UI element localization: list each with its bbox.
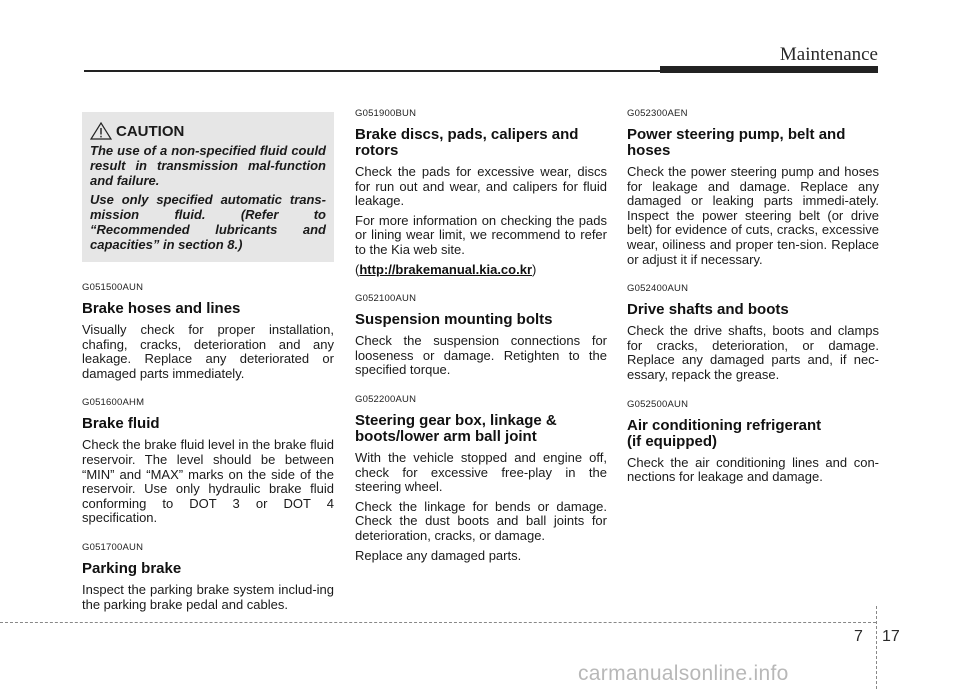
- brake-manual-link[interactable]: http://brakemanual.kia.co.kr: [359, 261, 533, 277]
- section-title: Brake fluid: [82, 415, 160, 433]
- caution-text: Use only specified automatic trans-mission fluid. (Refer to “Recommended lubricants and capacities” in section 8.): [90, 192, 326, 252]
- page-number: 17: [882, 628, 900, 645]
- section-title: Power steering pump, belt and hoses: [627, 126, 846, 159]
- section-code: G051600AHM: [82, 397, 145, 409]
- caution-title: CAUTION: [116, 122, 185, 140]
- section-title: Steering gear box, linkage & boots/lower arm ball joint: [355, 411, 557, 445]
- caution-header: [90, 122, 326, 140]
- section-suspension: [355, 293, 607, 378]
- section-body: For more information on checking the pads or lining wear limit, we recommend to refer to the Kia web site.: [355, 212, 607, 257]
- section-title: Suspension mounting bolts: [355, 311, 553, 329]
- section-drive-shafts: [627, 283, 879, 382]
- section-parking-brake: [82, 542, 334, 612]
- section-brake-discs: [355, 108, 607, 277]
- section-code: G052100AUN: [355, 293, 417, 305]
- link-line: [355, 263, 607, 278]
- section-brake-fluid: [82, 397, 334, 526]
- header-rule: [84, 70, 704, 72]
- section-title: Drive shafts and boots: [627, 301, 789, 319]
- section-code: G051700AUN: [82, 541, 144, 553]
- section-body: Visually check for proper installation, chafing, cracks, deterioration and any leakage. Replace any deteriorated or damaged parts immediately.: [82, 322, 334, 381]
- section-body: Check the air conditioning lines and con-nections for leakage and damage.: [627, 454, 879, 485]
- section-body: Check the drive shafts, boots and clamps for cracks, deterioration, or damage. Replace any damaged parts and, if nec-essary, repack the grease.: [627, 323, 879, 382]
- chapter-number: 7: [854, 628, 863, 645]
- caution-text: The use of a non-specified fluid could result in transmission mal-function and failure.: [90, 143, 326, 188]
- section-power-steering: [627, 108, 879, 267]
- section-body: Check the power steering pump and hoses for leakage and damage. Replace any damaged or leaking parts immedi-ately. Inspect the power steering belt (or drive belt) for evidence of cuts, cracks, excessive wear, oiliness and proper ten-sion. Replace or adjust it if necessary.: [627, 164, 879, 267]
- link-paren-open: (: [355, 261, 360, 277]
- section-steering-gear: [355, 394, 607, 563]
- section-title: Brake discs, pads, calipers and rotors: [355, 126, 579, 159]
- section-code: G052500AUN: [627, 398, 689, 410]
- section-body: Check the linkage for bends or damage. Check the dust boots and ball joints for deterioration, cracks, or damage.: [355, 498, 607, 543]
- section-body: Replace any damaged parts.: [355, 547, 522, 563]
- column-2: [355, 108, 607, 579]
- section-title-line: Air conditioning refrigerant: [627, 416, 822, 434]
- section-body: Check the suspension connections for looseness or damage. Retighten to the specified torque.: [355, 333, 607, 378]
- section-title: Parking brake: [82, 559, 182, 577]
- page-header-title: Maintenance: [779, 44, 878, 65]
- section-code: G052200AUN: [355, 393, 417, 405]
- section-body: Inspect the parking brake system includ-ing the parking brake pedal and cables.: [82, 581, 334, 612]
- section-body: With the vehicle stopped and engine off, check for excessive free-play in the steering wheel.: [355, 449, 607, 495]
- warning-triangle-icon: [90, 122, 112, 140]
- section-body: Check the pads for excessive wear, discs for run out and wear, and calipers for fluid leakage.: [355, 164, 607, 209]
- section-code: G052300AEN: [627, 108, 688, 119]
- section-title: [627, 418, 879, 450]
- caution-box: [82, 112, 334, 262]
- column-3: [627, 108, 879, 501]
- section-body: Check the brake fluid level in the brake fluid reservoir. The level should be between “MIN” and “MAX” marks on the side of the reservoir. Use only hydraulic brake fluid conforming to DOT 3 or DOT 4 specification.: [82, 437, 334, 526]
- header-rule-accent: [660, 66, 878, 73]
- footer-divider: [876, 606, 877, 689]
- link-paren-close: ): [532, 261, 537, 277]
- section-code: G051500AUN: [82, 282, 144, 293]
- section-code: G051900BUN: [355, 108, 417, 119]
- footer-rule: [0, 622, 876, 623]
- section-title: Brake hoses and lines: [82, 300, 241, 317]
- section-code: G052400AUN: [627, 283, 689, 295]
- section-title-line: (if equipped): [627, 432, 717, 450]
- section-brake-hoses: [82, 282, 334, 381]
- watermark: carmanualsonline.info: [578, 662, 789, 685]
- column-1: [82, 108, 334, 628]
- section-air-conditioning: [627, 399, 879, 485]
